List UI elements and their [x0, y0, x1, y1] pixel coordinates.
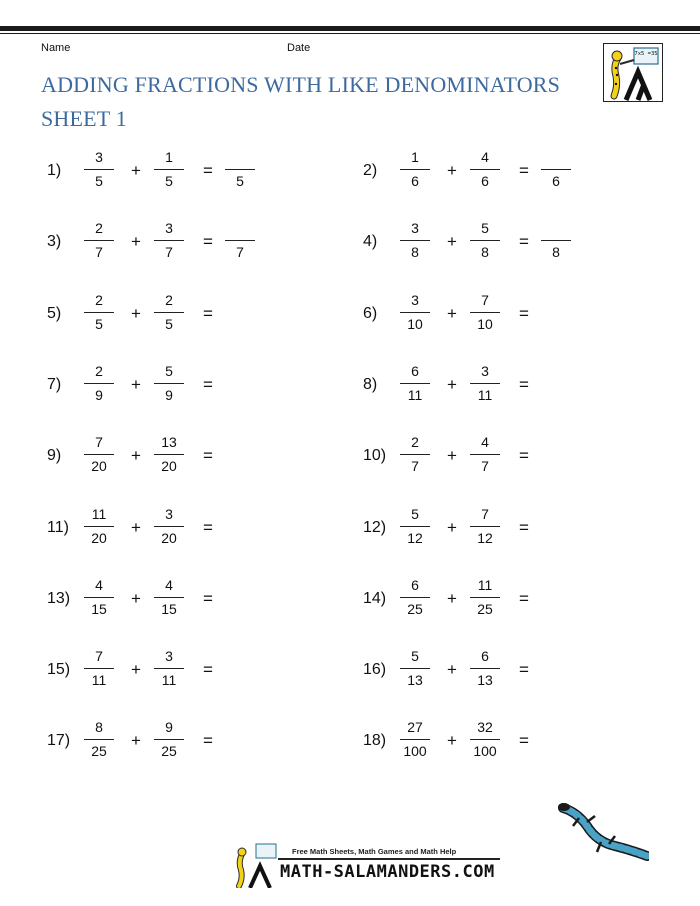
fraction-1 — [82, 219, 116, 262]
plus-sign: + — [131, 660, 141, 679]
problem-item — [363, 291, 623, 341]
answer-fraction — [225, 219, 255, 262]
fraction-bar — [84, 668, 114, 669]
numerator: 1 — [411, 149, 419, 165]
equals-sign: = — [203, 161, 213, 180]
equals-sign: = — [519, 304, 529, 323]
fraction-bar — [470, 597, 500, 598]
top-rule — [0, 26, 700, 31]
denominator: 25 — [161, 743, 177, 759]
fraction-2 — [152, 148, 186, 191]
equals-sign: = — [203, 518, 213, 537]
answer-denominator: 6 — [552, 173, 560, 189]
answer-blank — [541, 219, 571, 238]
denominator: 25 — [477, 601, 493, 617]
fraction-bar — [470, 454, 500, 455]
denominator: 8 — [481, 244, 489, 260]
denominator: 6 — [411, 173, 419, 189]
numerator: 3 — [95, 149, 103, 165]
problem-item — [47, 505, 307, 555]
date-label: Date — [287, 42, 311, 54]
problem-number: 10) — [363, 447, 387, 464]
answer-denominator: 7 — [236, 244, 244, 260]
fraction-2 — [468, 148, 502, 191]
fraction-2 — [468, 219, 502, 262]
numerator: 7 — [95, 434, 103, 450]
equals-sign: = — [519, 446, 529, 465]
problem-number: 18) — [363, 732, 387, 749]
fraction-1 — [398, 433, 432, 476]
denominator: 11 — [91, 672, 107, 688]
fraction-2 — [468, 647, 502, 690]
fraction-bar — [154, 597, 184, 598]
numerator: 2 — [95, 363, 103, 379]
fraction-bar — [154, 668, 184, 669]
sheet-subtitle: SHEET 1 — [41, 106, 127, 131]
problem-item — [47, 647, 307, 697]
fraction-bar — [225, 240, 255, 241]
equals-sign: = — [203, 446, 213, 465]
denominator: 7 — [411, 458, 419, 474]
fraction-bar — [400, 312, 430, 313]
fraction-1 — [398, 148, 432, 191]
numerator: 4 — [481, 434, 489, 450]
answer-fraction — [225, 148, 255, 191]
equals-sign: = — [203, 304, 213, 323]
top-rule-thin — [0, 33, 700, 34]
salamander-icon — [557, 800, 649, 862]
problem-number: 2) — [363, 162, 378, 179]
fraction-bar — [84, 597, 114, 598]
problem-number: 8) — [363, 376, 378, 393]
logo-board-text: 7x5 =35 — [634, 51, 658, 57]
plus-sign: + — [131, 589, 141, 608]
fraction-bar — [154, 526, 184, 527]
problem-number: 4) — [363, 233, 378, 250]
equals-sign: = — [203, 375, 213, 394]
numerator: 3 — [481, 363, 489, 379]
denominator: 13 — [477, 672, 493, 688]
fraction-bar — [225, 169, 255, 170]
numerator: 4 — [481, 149, 489, 165]
problem-number: 15) — [47, 661, 71, 678]
plus-sign: + — [447, 518, 457, 537]
plus-sign: + — [447, 304, 457, 323]
denominator: 7 — [95, 244, 103, 260]
equals-sign: = — [519, 589, 529, 608]
answer-fraction — [541, 219, 571, 262]
answer-blank — [225, 148, 255, 167]
problem-item — [47, 148, 307, 198]
denominator: 10 — [477, 316, 493, 332]
plus-sign: + — [131, 232, 141, 251]
denominator: 5 — [95, 316, 103, 332]
problem-item — [47, 576, 307, 626]
denominator: 20 — [161, 458, 177, 474]
problem-item — [363, 433, 623, 483]
problem-number: 1) — [47, 162, 62, 179]
denominator: 5 — [95, 173, 103, 189]
numerator: 32 — [477, 719, 493, 735]
plus-sign: + — [447, 731, 457, 750]
fraction-bar — [400, 526, 430, 527]
plus-sign: + — [131, 161, 141, 180]
plus-sign: + — [447, 589, 457, 608]
plus-sign: + — [447, 232, 457, 251]
fraction-bar — [400, 454, 430, 455]
denominator: 12 — [477, 530, 493, 546]
fraction-1 — [82, 433, 116, 476]
fraction-1 — [398, 362, 432, 405]
numerator: 6 — [411, 577, 419, 593]
logo — [603, 43, 663, 102]
fraction-bar — [154, 454, 184, 455]
fraction-1 — [82, 362, 116, 405]
fraction-bar — [84, 739, 114, 740]
equals-sign: = — [203, 589, 213, 608]
footer-tagline: Free Math Sheets, Math Games and Math Help — [292, 847, 457, 856]
fraction-1 — [82, 505, 116, 548]
plus-sign: + — [131, 518, 141, 537]
fraction-bar — [400, 240, 430, 241]
plus-sign: + — [447, 446, 457, 465]
denominator: 20 — [91, 530, 107, 546]
denominator: 5 — [165, 173, 173, 189]
numerator: 3 — [165, 506, 173, 522]
plus-sign: + — [131, 304, 141, 323]
fraction-2 — [152, 576, 186, 619]
plus-sign: + — [447, 161, 457, 180]
numerator: 27 — [407, 719, 423, 735]
denominator: 15 — [161, 601, 177, 617]
denominator: 11 — [477, 387, 493, 403]
plus-sign: + — [447, 660, 457, 679]
denominator: 9 — [165, 387, 173, 403]
problem-item — [363, 576, 623, 626]
fraction-1 — [82, 291, 116, 334]
numerator: 2 — [95, 220, 103, 236]
fraction-1 — [398, 576, 432, 619]
fraction-bar — [84, 312, 114, 313]
page-title: ADDING FRACTIONS WITH LIKE DENOMINATORS — [41, 72, 561, 97]
problem-item — [47, 718, 307, 768]
numerator: 3 — [411, 292, 419, 308]
fraction-bar — [154, 312, 184, 313]
numerator: 5 — [411, 648, 419, 664]
problem-item — [47, 362, 307, 412]
numerator: 6 — [411, 363, 419, 379]
fraction-2 — [152, 433, 186, 476]
denominator: 9 — [95, 387, 103, 403]
denominator: 20 — [161, 530, 177, 546]
problem-number: 6) — [363, 305, 378, 322]
fraction-2 — [468, 576, 502, 619]
denominator: 8 — [411, 244, 419, 260]
problem-number: 3) — [47, 233, 62, 250]
fraction-bar — [154, 383, 184, 384]
problem-item — [47, 219, 307, 269]
fraction-bar — [400, 169, 430, 170]
fraction-2 — [152, 505, 186, 548]
fraction-2 — [468, 505, 502, 548]
problem-number: 9) — [47, 447, 62, 464]
denominator: 15 — [91, 601, 107, 617]
plus-sign: + — [131, 731, 141, 750]
problem-number: 11) — [47, 519, 69, 536]
fraction-1 — [398, 291, 432, 334]
numerator: 11 — [91, 506, 107, 522]
fraction-bar — [470, 526, 500, 527]
numerator: 1 — [165, 149, 173, 165]
problem-item — [363, 362, 623, 412]
fraction-2 — [468, 718, 502, 761]
answer-fraction — [541, 148, 571, 191]
plus-sign: + — [447, 375, 457, 394]
equals-sign: = — [519, 518, 529, 537]
fraction-bar — [84, 454, 114, 455]
fraction-1 — [82, 576, 116, 619]
numerator: 2 — [411, 434, 419, 450]
problem-number: 16) — [363, 661, 387, 678]
problem-number: 12) — [363, 519, 387, 536]
fraction-bar — [541, 240, 571, 241]
fraction-1 — [398, 219, 432, 262]
denominator: 11 — [407, 387, 423, 403]
numerator: 11 — [477, 577, 493, 593]
problem-item — [363, 505, 623, 555]
fraction-bar — [541, 169, 571, 170]
fraction-1 — [82, 647, 116, 690]
problem-item — [363, 718, 623, 768]
equals-sign: = — [519, 731, 529, 750]
equals-sign: = — [203, 731, 213, 750]
equals-sign: = — [519, 660, 529, 679]
problem-number: 14) — [363, 590, 387, 607]
fraction-bar — [470, 383, 500, 384]
denominator: 7 — [481, 458, 489, 474]
numerator: 8 — [95, 719, 103, 735]
fraction-2 — [152, 291, 186, 334]
denominator: 100 — [473, 743, 497, 759]
fraction-2 — [468, 433, 502, 476]
problem-number: 7) — [47, 376, 62, 393]
salamander-logo-icon — [604, 44, 662, 101]
fraction-2 — [152, 718, 186, 761]
numerator: 5 — [481, 220, 489, 236]
numerator: 4 — [95, 577, 103, 593]
fraction-bar — [154, 169, 184, 170]
problem-number: 17) — [47, 732, 71, 749]
fraction-2 — [152, 219, 186, 262]
numerator: 6 — [481, 648, 489, 664]
fraction-1 — [398, 505, 432, 548]
numerator: 5 — [411, 506, 419, 522]
fraction-bar — [84, 240, 114, 241]
equals-sign: = — [519, 375, 529, 394]
answer-denominator: 5 — [236, 173, 244, 189]
denominator: 25 — [91, 743, 107, 759]
problem-item — [363, 647, 623, 697]
denominator: 5 — [165, 316, 173, 332]
numerator: 3 — [411, 220, 419, 236]
problem-item — [47, 291, 307, 341]
problem-number: 5) — [47, 305, 62, 322]
fraction-1 — [398, 718, 432, 761]
fraction-bar — [470, 169, 500, 170]
fraction-bar — [400, 739, 430, 740]
answer-blank — [541, 148, 571, 167]
fraction-bar — [400, 383, 430, 384]
fraction-bar — [154, 240, 184, 241]
numerator: 2 — [95, 292, 103, 308]
denominator: 11 — [161, 672, 177, 688]
footer-rule — [278, 858, 500, 860]
denominator: 13 — [407, 672, 423, 688]
name-label: Name — [41, 42, 71, 54]
equals-sign: = — [203, 232, 213, 251]
numerator: 3 — [165, 648, 173, 664]
fraction-bar — [470, 312, 500, 313]
fraction-bar — [84, 526, 114, 527]
fraction-1 — [82, 148, 116, 191]
fraction-bar — [470, 668, 500, 669]
fraction-2 — [468, 362, 502, 405]
equals-sign: = — [519, 232, 529, 251]
fraction-bar — [84, 169, 114, 170]
fraction-bar — [470, 240, 500, 241]
answer-denominator: 8 — [552, 244, 560, 260]
numerator: 7 — [481, 506, 489, 522]
numerator: 4 — [165, 577, 173, 593]
fraction-bar — [154, 739, 184, 740]
denominator: 12 — [407, 530, 423, 546]
denominator: 100 — [403, 743, 427, 759]
equals-sign: = — [519, 161, 529, 180]
fraction-2 — [468, 291, 502, 334]
fraction-bar — [400, 668, 430, 669]
denominator: 7 — [165, 244, 173, 260]
fraction-2 — [152, 647, 186, 690]
denominator: 20 — [91, 458, 107, 474]
fraction-1 — [82, 718, 116, 761]
fraction-2 — [152, 362, 186, 405]
numerator: 5 — [165, 363, 173, 379]
denominator: 25 — [407, 601, 423, 617]
fraction-bar — [400, 597, 430, 598]
fraction-bar — [470, 739, 500, 740]
numerator: 2 — [165, 292, 173, 308]
footer-logo-icon — [230, 842, 280, 888]
plus-sign: + — [131, 446, 141, 465]
numerator: 7 — [481, 292, 489, 308]
problem-item — [363, 219, 623, 269]
answer-blank — [225, 219, 255, 238]
numerator: 13 — [161, 434, 177, 450]
fraction-bar — [84, 383, 114, 384]
denominator: 10 — [407, 316, 423, 332]
denominator: 6 — [481, 173, 489, 189]
plus-sign: + — [131, 375, 141, 394]
equals-sign: = — [203, 660, 213, 679]
numerator: 7 — [95, 648, 103, 664]
problem-number: 13) — [47, 590, 71, 607]
problem-item — [363, 148, 623, 198]
numerator: 3 — [165, 220, 173, 236]
numerator: 9 — [165, 719, 173, 735]
fraction-1 — [398, 647, 432, 690]
problem-item — [47, 433, 307, 483]
footer-brand: MATH-SALAMANDERS.COM — [280, 862, 495, 882]
